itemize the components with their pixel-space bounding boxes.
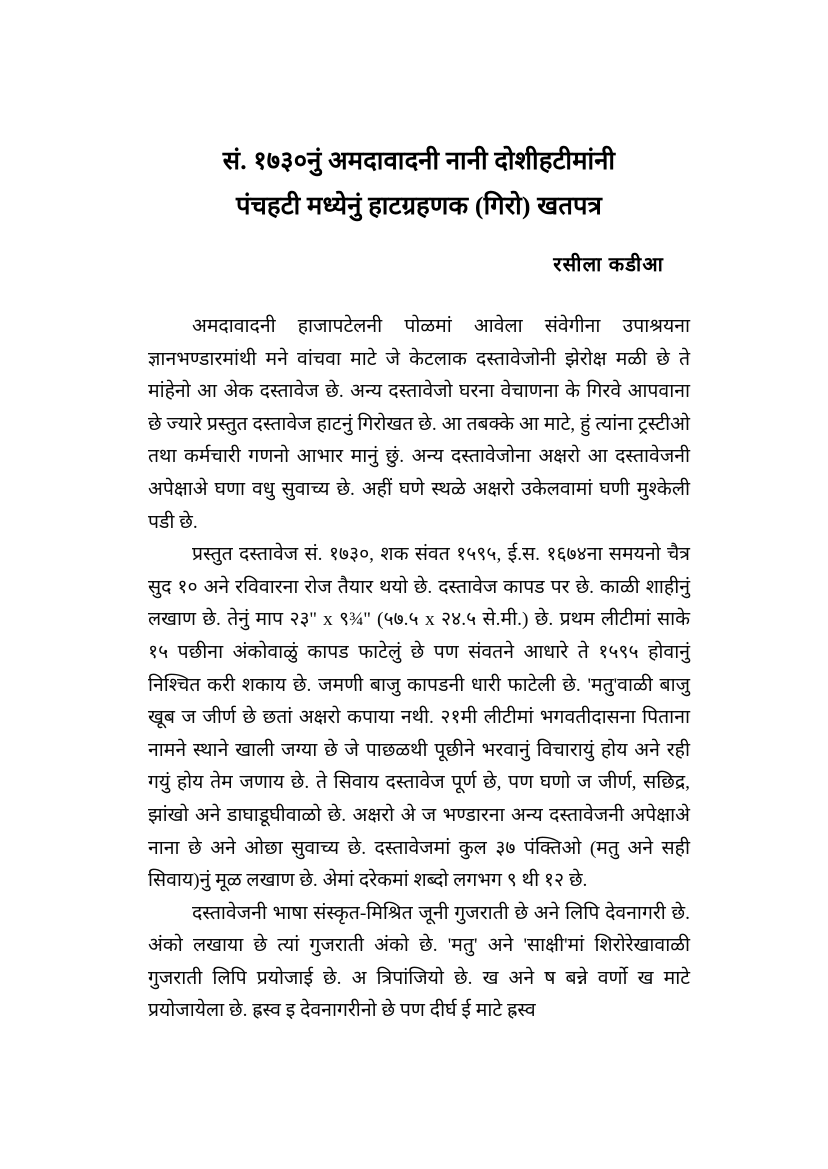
title-line-2: पंचहटी मध्येनुं हाटग्रहणक (गिरो) खतपत्र — [235, 191, 603, 220]
body-text — [148, 311, 690, 1028]
paragraph-3: दस्तावेजनी भाषा संस्कृत-मिश्रित जूनी गुजराती छे अने लिपि देवनागरी छे. अंको लखाया छे त्यां गुजराती अंको छे. 'मतु' अने 'साक्षी'मां शिरोरेखावाळी गुजराती लिपि प्रयोजाई छे. अ त्रिपांजियो छे. ख अने ष बन्ने वर्णो ख माटे प्रयोजायेला छे. ह्रस्व इ देवनागरीनो छे पण दीर्घ ई माटे ह्रस्व — [148, 902, 690, 1022]
paragraph-2: प्रस्तुत दस्तावेज सं. १७३०, शक संवत १५९५, ई.स. १६७४ना समयनो चैत्र सुद १० अने रविवारना रोज तैयार थयो छे. दस्तावेज कापड पर छे. काळी शाहीनुं लखाण छे. तेनुं माप २३'' x ९¾'' (५७.५ x २४.५ से.मी.) छे. प्रथम लीटीमां साके १५ पछीना अंकोवाळुं कापड फाटेलुं छे पण संवतने आधारे ते १५९५ होवानुं निश्चित करी शकाय छे. जमणी बाजु कापडनी धारी फाटेली छे. 'मतु'वाळी बाजु खूब ज जीर्ण छे छतां अक्षरो कपाया नथी. २१मी लीटीमां भगवतीदासना पिताना नामने स्थाने खाली जग्या छे जे पाछळथी पूछीने भरवानुं विचारायुं होय अने रही गयुं होय तेम जणाय छे. ते सिवाय दस्तावेज पूर्ण छे, पण घणो ज जीर्ण, सछिद्र, झांखो अने डाघाडूघीवाळो छे. अक्षरो अे ज भण्डारना अन्य दस्तावेजनी अपेक्षाअे नाना छे अने ओछा सुवाच्य छे. दस्तावेजमां कुल ३७ पंक्तिओ (मतु अने सही सिवाय)नुं मूळ लखाण छे. अेमां दरेकमां शब्दो लगभग ९ थी १२ छे. — [148, 544, 690, 892]
page-content — [148, 0, 690, 1028]
title-line-1: सं. १७३०नुं अमदावादनी नानी दोशीहटीमांनी — [222, 146, 616, 175]
paragraph-1: अमदावादनी हाजापटेलनी पोळमां आवेला संवेगीना उपाश्रयना ज्ञानभण्डारमांथी मने वांचवा माटे जे केटलाक दस्तावेजोनी झेरोक्ष मळी छे ते मांहेनो आ अेक दस्तावेज छे. अन्य दस्तावेजो घरना वेचाणना के गिरवे आपवाना छे ज्यारे प्रस्तुत दस्तावेज हाटनुं गिरोखत छे. आ तबक्के आ माटे, हुं त्यांना ट्रस्टीओ तथा कर्मचारी गणनो आभार मानुं छुं. अन्य दस्तावेजोना अक्षरो आ दस्तावेजनी अपेक्षाअे घणा वधु सुवाच्य छे. अहीं घणे स्थळे अक्षरो उकेलवामां घणी मुश्केली पडी छे. — [148, 316, 690, 533]
page-title — [148, 138, 690, 228]
author-byline: रसीला कडीआ — [553, 254, 664, 276]
